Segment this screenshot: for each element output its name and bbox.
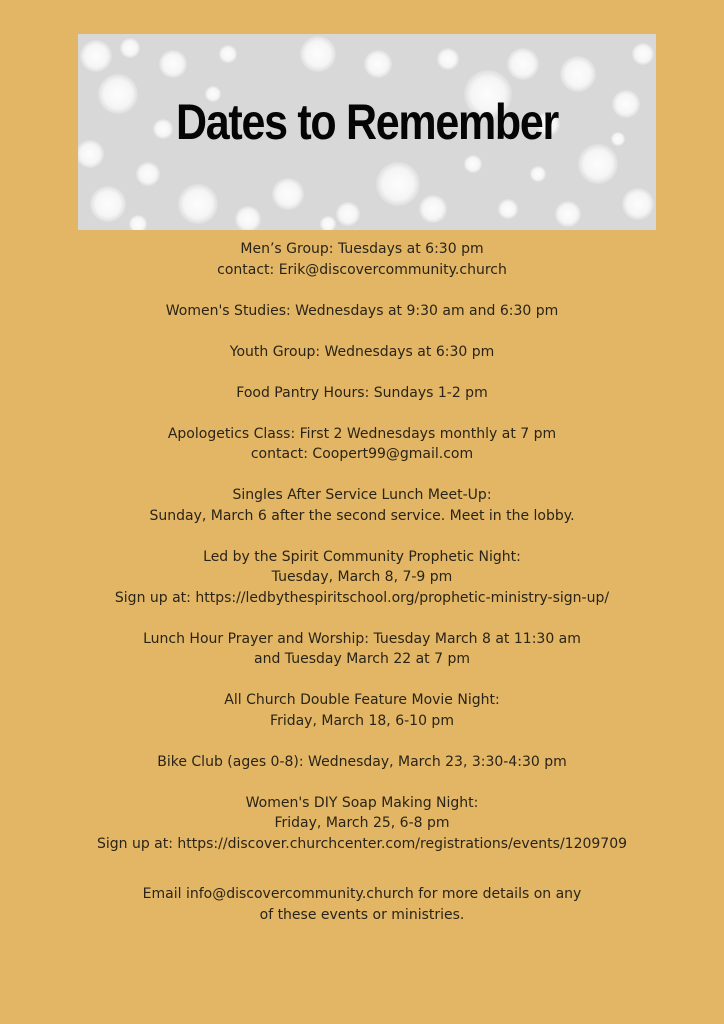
event-line: Women's DIY Soap Making Night: [245, 794, 479, 811]
event-item [40, 342, 684, 363]
event-item [40, 547, 684, 609]
event-line: Friday, March 18, 6-10 pm [270, 712, 454, 729]
event-line: Friday, March 25, 6-8 pm [274, 815, 450, 831]
event-item [40, 424, 684, 465]
event-line: Led by the Spirit Community Prophetic Night: [203, 548, 521, 565]
event-line: All Church Double Feature Movie Night: [224, 692, 500, 708]
events-list [40, 239, 684, 946]
event-line: Sunday, March 6 after the second service. Meet in the lobby. [149, 507, 575, 524]
event-line: Youth Group: Wednesdays at 6:30 pm [229, 343, 495, 360]
event-item [40, 690, 684, 731]
event-item [40, 752, 684, 773]
event-item [40, 383, 684, 404]
event-line: contact: Erik@discovercommunity.church [217, 261, 507, 278]
event-line: Food Pantry Hours: Sundays 1-2 pm [236, 384, 488, 401]
event-item [40, 301, 684, 322]
event-line: Lunch Hour Prayer and Worship: Tuesday March 8 at 11:30 am [143, 630, 581, 647]
footer-line: of these events or ministries. [259, 906, 465, 923]
event-line: Sign up at: https://ledbythespiritschool.org/prophetic-ministry-sign-up/ [114, 589, 610, 606]
event-line: Bike Club (ages 0-8): Wednesday, March 23, 3:30-4:30 pm [157, 753, 567, 770]
contact-footer [40, 884, 684, 925]
page-title: Dates to Remember [176, 94, 558, 150]
event-line: Tuesday, March 8, 7-9 pm [271, 569, 453, 585]
event-item [40, 239, 684, 280]
event-line: Apologetics Class: First 2 Wednesdays monthly at 7 pm [167, 425, 557, 442]
header-banner [78, 34, 656, 230]
event-line: Women's Studies: Wednesdays at 9:30 am and 6:30 pm [165, 302, 559, 319]
event-line: Men’s Group: Tuesdays at 6:30 pm [240, 241, 484, 257]
event-line: Sign up at: https://discover.churchcenter.com/registrations/events/1209709 [96, 835, 628, 852]
footer-line: Email info@discovercommunity.church for more details on any [142, 886, 582, 902]
event-line: and Tuesday March 22 at 7 pm [254, 651, 470, 667]
event-item [40, 793, 684, 855]
event-line: contact: Coopert99@gmail.com [250, 446, 474, 462]
event-line: Singles After Service Lunch Meet-Up: [232, 487, 492, 503]
event-item [40, 485, 684, 526]
event-item [40, 629, 684, 670]
